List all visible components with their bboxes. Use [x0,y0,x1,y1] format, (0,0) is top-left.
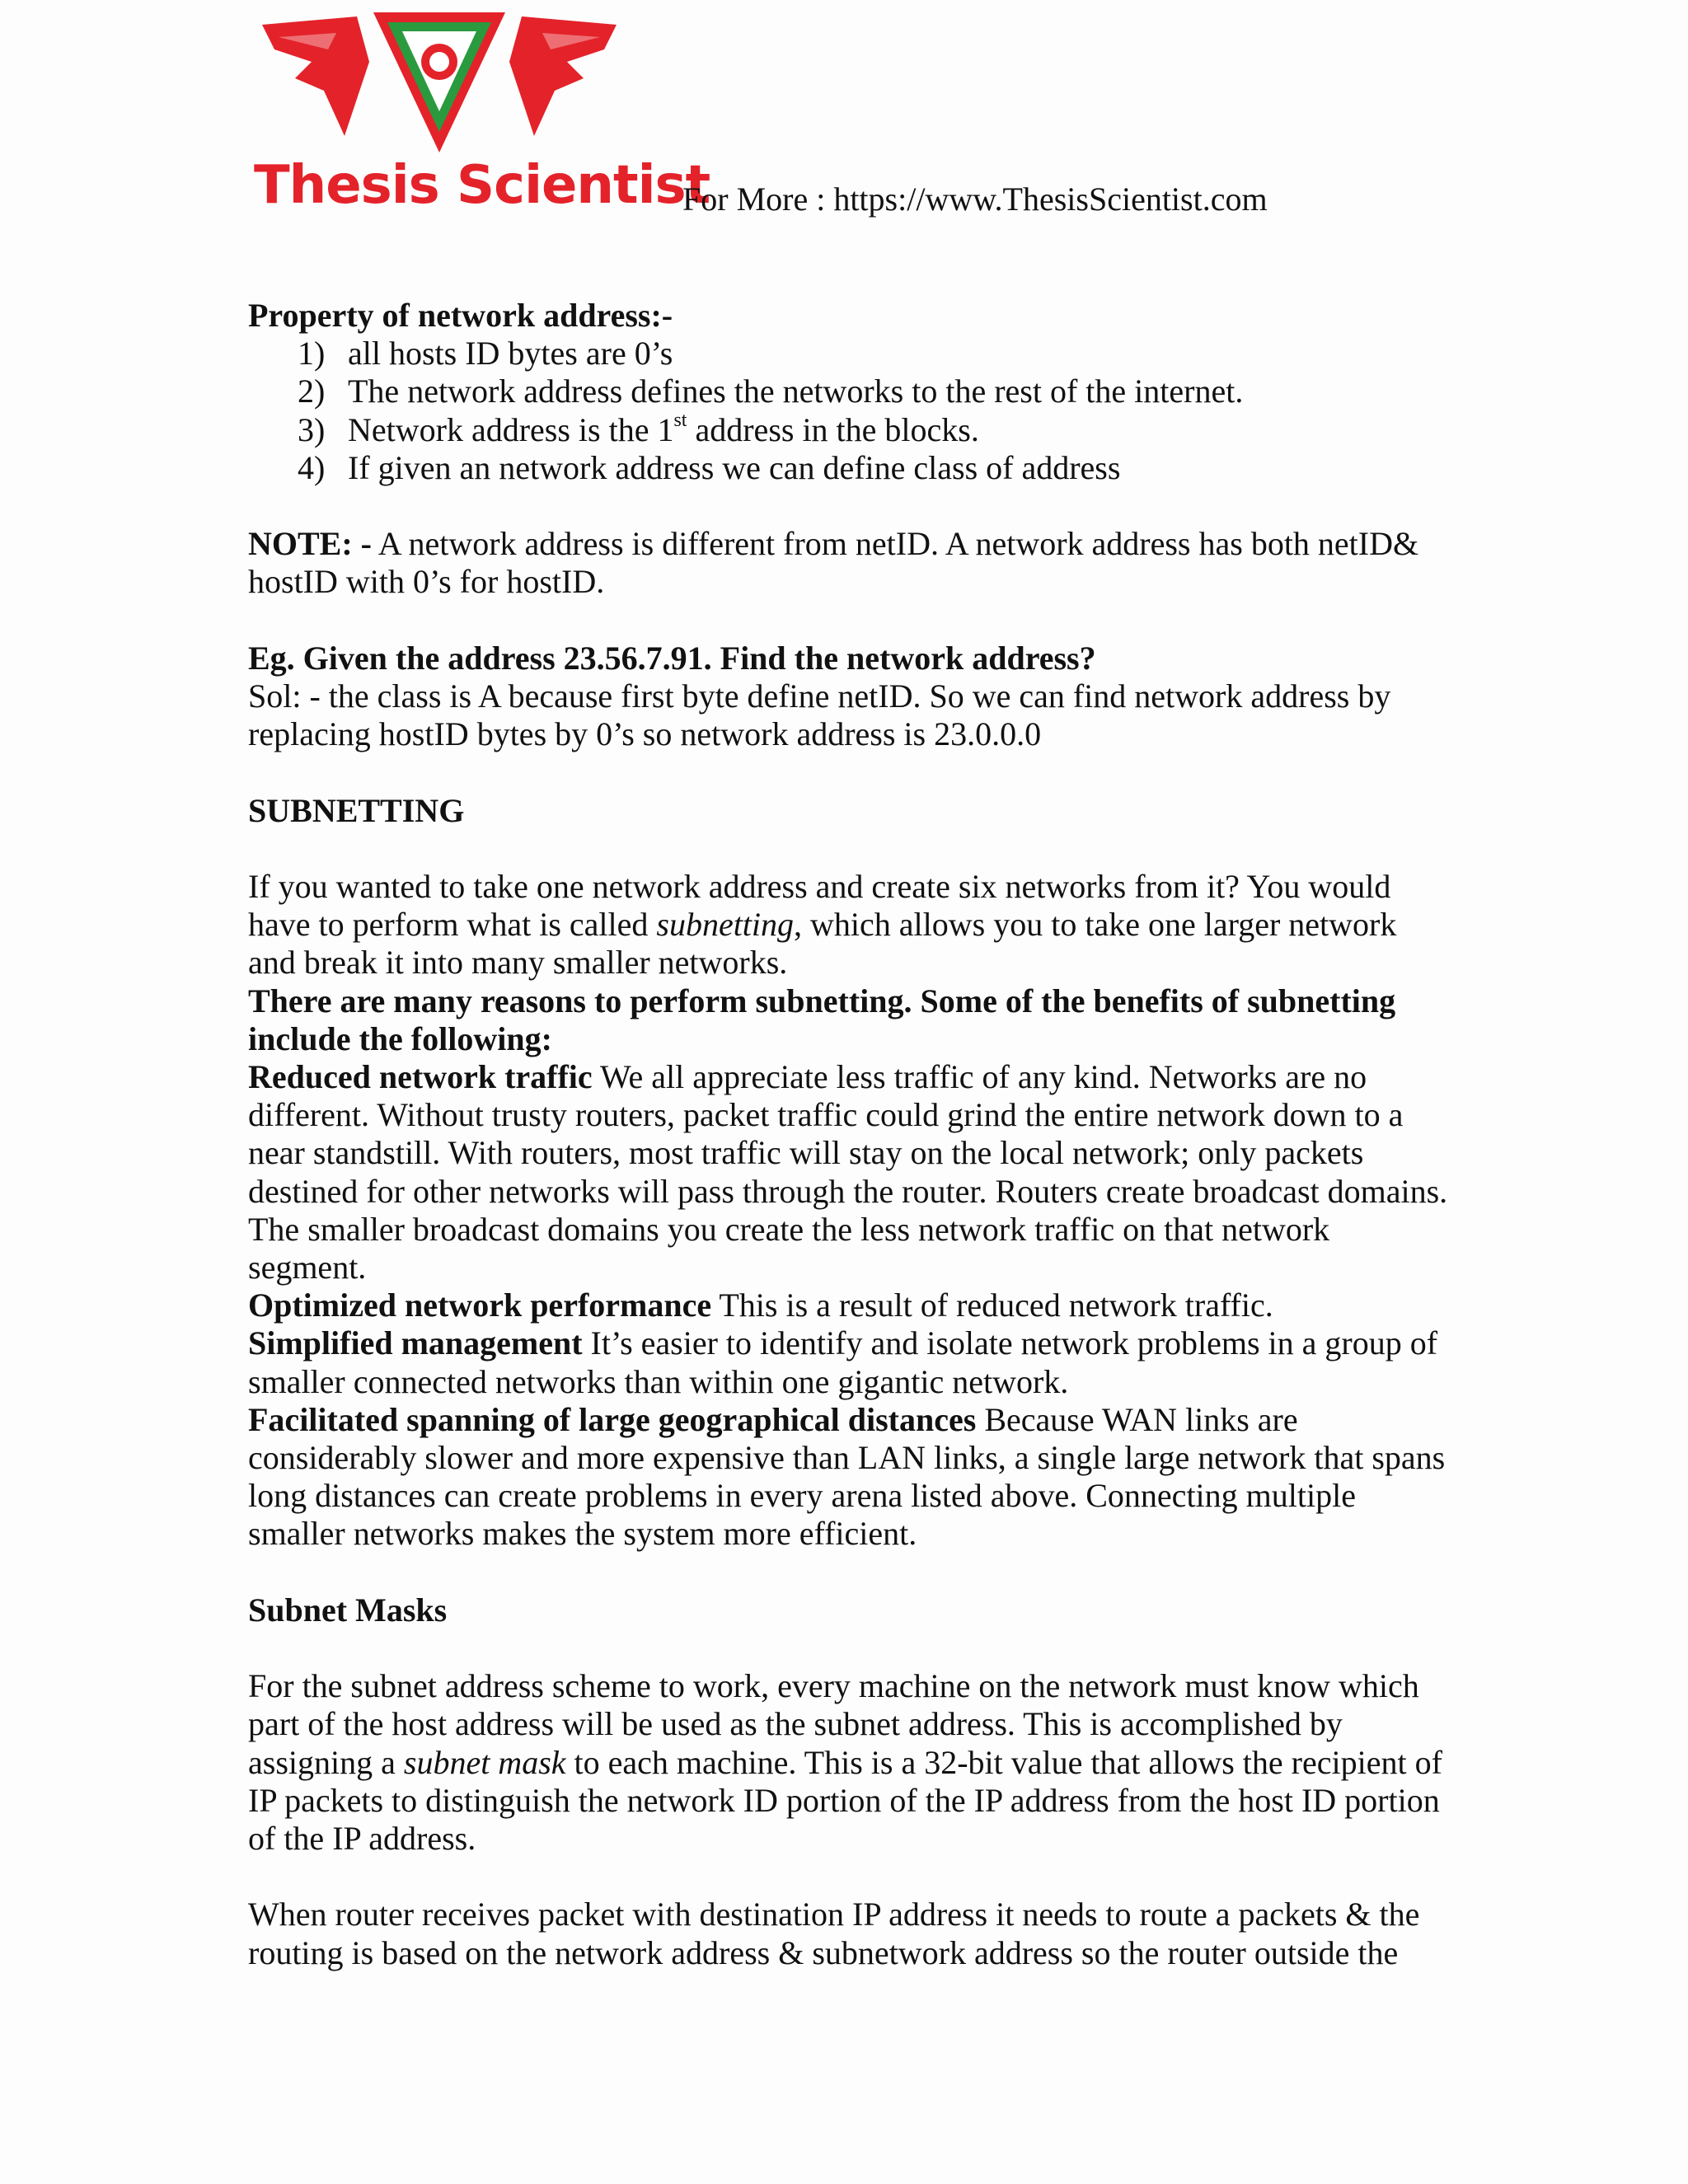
benefit-text: It’s easier to identify and isolate network problems in a group of smaller connected networks than within one gigantic network. [248,1324,1438,1400]
list-number: 3) [298,410,326,448]
list-number: 2) [298,373,326,410]
benefit-paragraph [248,1324,1451,1400]
subnetting-intro [248,868,1451,982]
benefit-title: Simplified management [248,1324,583,1362]
list-number: 4) [298,448,326,486]
note-label: NOTE: - [248,525,372,563]
list-item [248,373,1451,410]
router-paragraph: When router receives packet with destination IP address it needs to route a packets & the routing is based on the network address & subnetwork address so the router outside the [248,1896,1420,1971]
benefit-paragraph [248,1401,1451,1554]
network-address-heading: Property of network address:- [248,297,673,334]
website-link[interactable]: For More : https://www.ThesisScientist.com [682,180,1268,218]
network-address-list [248,335,1451,487]
list-item [248,335,1451,373]
list-item-text-cont: address in the blocks. [687,410,979,448]
list-item-text: all hosts ID bytes are 0’s [348,335,673,373]
note-text: A network address is different from netID. A network address has both netID& hostID with 0’s for hostID. [248,525,1419,601]
benefits-heading: There are many reasons to perform subnetting. Some of the benefits of subnetting include the following: [248,982,1396,1057]
benefit-text: We all appreciate less traffic of any kind. Networks are no different. Without trusty routers, packet traffic could grind the entire network down to a near standstill. With routers, most traffic will stay on the local network; only packets destined for other networks will pass through the router. Routers create broadcast domains. The smaller broadcast domains you create the less network traffic on that network segment. [248,1058,1448,1286]
paragraph-text-cont: to each machine. This is a 32-bit value that allows the recipient of IP packets to distinguish the network ID portion of the IP address from the host ID portion of the IP address. [248,1743,1442,1858]
subnetting-heading: SUBNETTING [248,791,465,829]
benefit-paragraph [248,1058,1451,1286]
list-item [248,449,1451,487]
intro-text: If you wanted to take one network address and create six networks from it? You would have to perform what is called [248,867,1391,944]
list-item-text: Network address is the 1 [348,410,674,448]
list-item [248,411,1451,449]
list-item-text: The network address defines the networks to the rest of the internet. [348,373,1244,410]
list-item-text: If given an network address we can define class of address [348,448,1121,486]
benefit-paragraph [248,1286,1451,1324]
document-body [248,297,1451,1972]
benefit-title: Facilitated spanning of large geographical distances [248,1400,977,1438]
subnet-masks-paragraph [248,1667,1451,1858]
thesis-scientist-logo [246,0,710,227]
list-number: 1) [298,335,326,373]
italic-term: subnet mask [403,1743,566,1781]
logo-wordmark: Thesis Scientist [254,155,710,216]
benefit-title: Optimized network performance [248,1286,712,1324]
ordinal-superscript: st [673,409,687,431]
benefit-title: Reduced network traffic [248,1058,593,1095]
intro-text-cont: , which allows you to take one larger network and break it into many smaller networks. [248,906,1397,982]
benefit-text: This is a result of reduced network traffic. [711,1286,1273,1324]
example-question: Eg. Given the address 23.56.7.91. Find the network address? [248,639,1096,677]
benefit-text: Because WAN links are considerably slower and more expensive than LAN links, a single large network that spans long distances can create problems in every arena listed above. Connecting multiple smaller networks makes the system more efficient. [248,1400,1446,1553]
subnet-masks-heading: Subnet Masks [248,1591,448,1629]
intro-italic-term: subnetting [656,906,795,944]
example-solution: Sol: - the class is A because first byte define netID. So we can find network address by replacing hostID bytes by 0’s so network address is 23.0.0.0 [248,677,1391,753]
note-paragraph [248,525,1451,601]
paragraph-text: For the subnet address scheme to work, every machine on the network must know which part of the host address will be used as the subnet address. This is accomplished by assigning a [248,1667,1419,1781]
